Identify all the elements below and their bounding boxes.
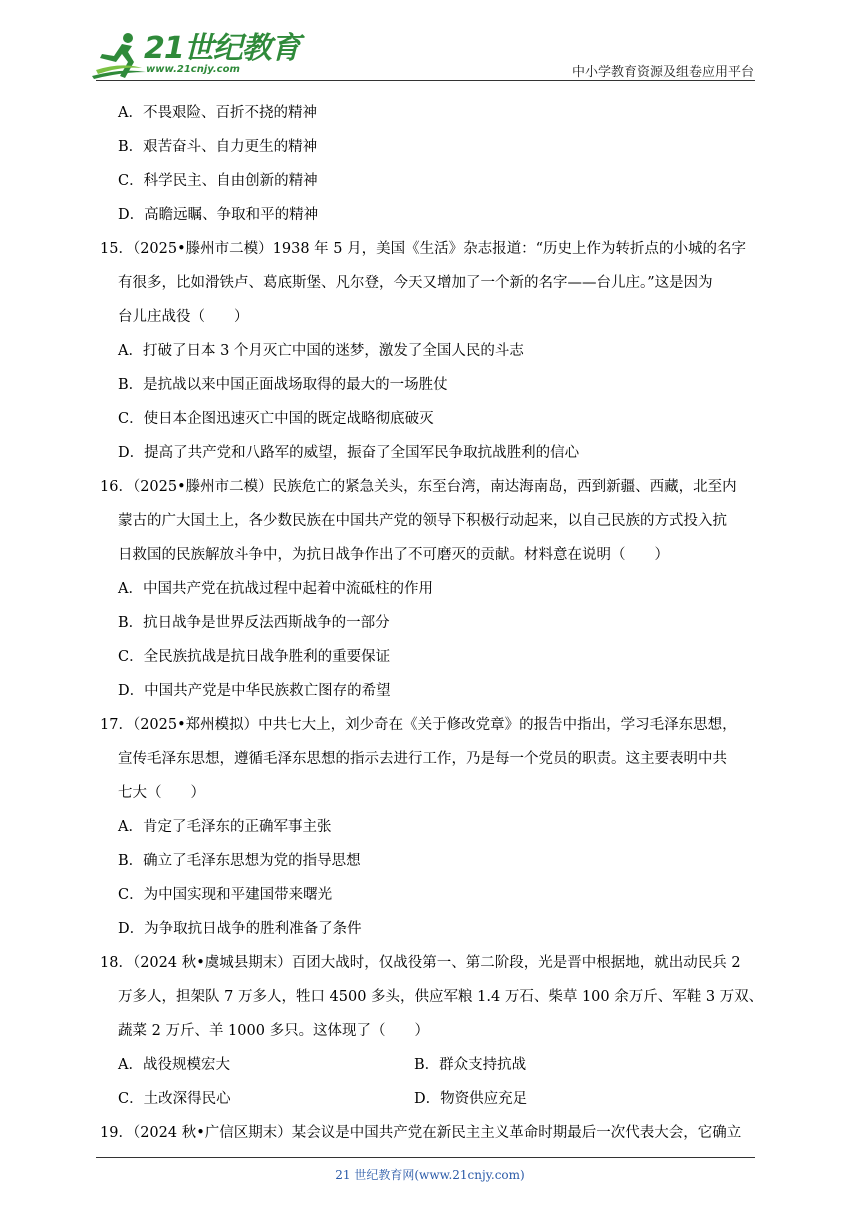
question-stem: 19．（2024 秋•广信区期末）某会议是中国共产党在新民主主义革命时期最后一次代表大会，它确立 (100, 1125, 742, 1141)
option-text: B．抗日战争是世界反法西斯战争的一部分 (118, 615, 390, 631)
option-text: B．艰苦奋斗、自力更生的精神 (118, 139, 318, 155)
option-text: C．为中国实现和平建国带来曙光 (118, 887, 333, 903)
question-stem-continued: 日救国的民族解放斗争中，为抗日战争作出了不可磨灭的贡献。材料意在说明（ ） (118, 547, 669, 563)
option-text: A．肯定了毛泽东的正确军事主张 (118, 819, 332, 835)
option-text: D．高瞻远瞩、争取和平的精神 (118, 207, 319, 223)
option-text: D．提高了共产党和八路军的威望，振奋了全国军民争取抗战胜利的信心 (118, 445, 580, 461)
option-text: A．中国共产党在抗战过程中起着中流砥柱的作用 (118, 581, 433, 597)
question-stem-continued: 蒙古的广大国土上，各少数民族在中国共产党的领导下积极行动起来，以自己民族的方式投入抗 (118, 513, 727, 529)
option-row (100, 1048, 770, 1082)
option-text: C．土改深得民心 (118, 1091, 231, 1107)
question-stem-continued: 有很多，比如滑铁卢、葛底斯堡、凡尔登，今天又增加了一个新的名字——台儿庄。”这是因为 (118, 275, 713, 291)
question-stem-continued: 七大（ ） (118, 785, 205, 801)
question-stem-continued: 蔬菜 2 万斤、羊 1000 多只。这体现了（ ） (118, 1023, 430, 1039)
question-stem: 15．（2025•滕州市二模）1938 年 5 月，美国《生活》杂志报道：“历史上作为转折点的小城的名字 (100, 241, 747, 257)
question-stem: 16．（2025•滕州市二模）民族危亡的紧急关头，东至台湾，南达海南岛，西到新疆、西藏，北至内 (100, 479, 737, 495)
footer-text: 21 世纪教育网(www.21cnjy.com) (335, 1168, 525, 1182)
option-text: B．确立了毛泽东思想为党的指导思想 (118, 853, 361, 869)
option-text: C．全民族抗战是抗日战争胜利的重要保证 (118, 649, 391, 665)
brand-name: 21世纪教育 (144, 31, 300, 66)
question-content (100, 96, 770, 1150)
option-text: A．不畏艰险、百折不挠的精神 (118, 105, 317, 121)
page-header (0, 0, 860, 90)
brand-url: www.21cnjy.com (146, 64, 240, 75)
option-text: B．是抗战以来中国正面战场取得的最大的一场胜仗 (118, 377, 448, 393)
option-text: B．群众支持抗战 (414, 1057, 527, 1073)
option-text: C．科学民主、自由创新的精神 (118, 173, 318, 189)
option-text: D．物资供应充足 (414, 1091, 528, 1107)
question-stem-continued: 台儿庄战役（ ） (118, 309, 249, 325)
option-row (100, 1082, 770, 1116)
header-divider (96, 80, 755, 81)
platform-title: 中小学教育资源及组卷应用平台 (571, 65, 754, 80)
question-stem-continued: 万多人，担架队 7 万多人，牲口 4500 多头，供应军粮 1.4 万石、柴草 100 余万斤、军鞋 3 万双、 (118, 989, 764, 1005)
option-text: D．为争取抗日战争的胜利准备了条件 (118, 921, 362, 937)
question-stem-continued: 宣传毛泽东思想，遵循毛泽东思想的指示去进行工作，乃是每一个党员的职责。这主要表明中共 (118, 751, 727, 767)
option-text: A．打破了日本 3 个月灭亡中国的迷梦，激发了全国人民的斗志 (118, 343, 524, 359)
question-stem: 17．（2025•郑州模拟）中共七大上，刘少奇在《关于修改党章》的报告中指出，学习毛泽东思想， (100, 717, 737, 733)
option-text: D．中国共产党是中华民族救亡图存的希望 (118, 683, 391, 699)
footer-divider (96, 1157, 755, 1158)
option-text: A．战役规模宏大 (118, 1057, 230, 1073)
option-text: C．使日本企图迅速灭亡中国的既定战略彻底破灭 (118, 411, 434, 427)
question-stem: 18．（2024 秋•虞城县期末）百团大战时，仅战役第一、第二阶段，光是晋中根据地，就出动民兵 2 (100, 955, 741, 971)
